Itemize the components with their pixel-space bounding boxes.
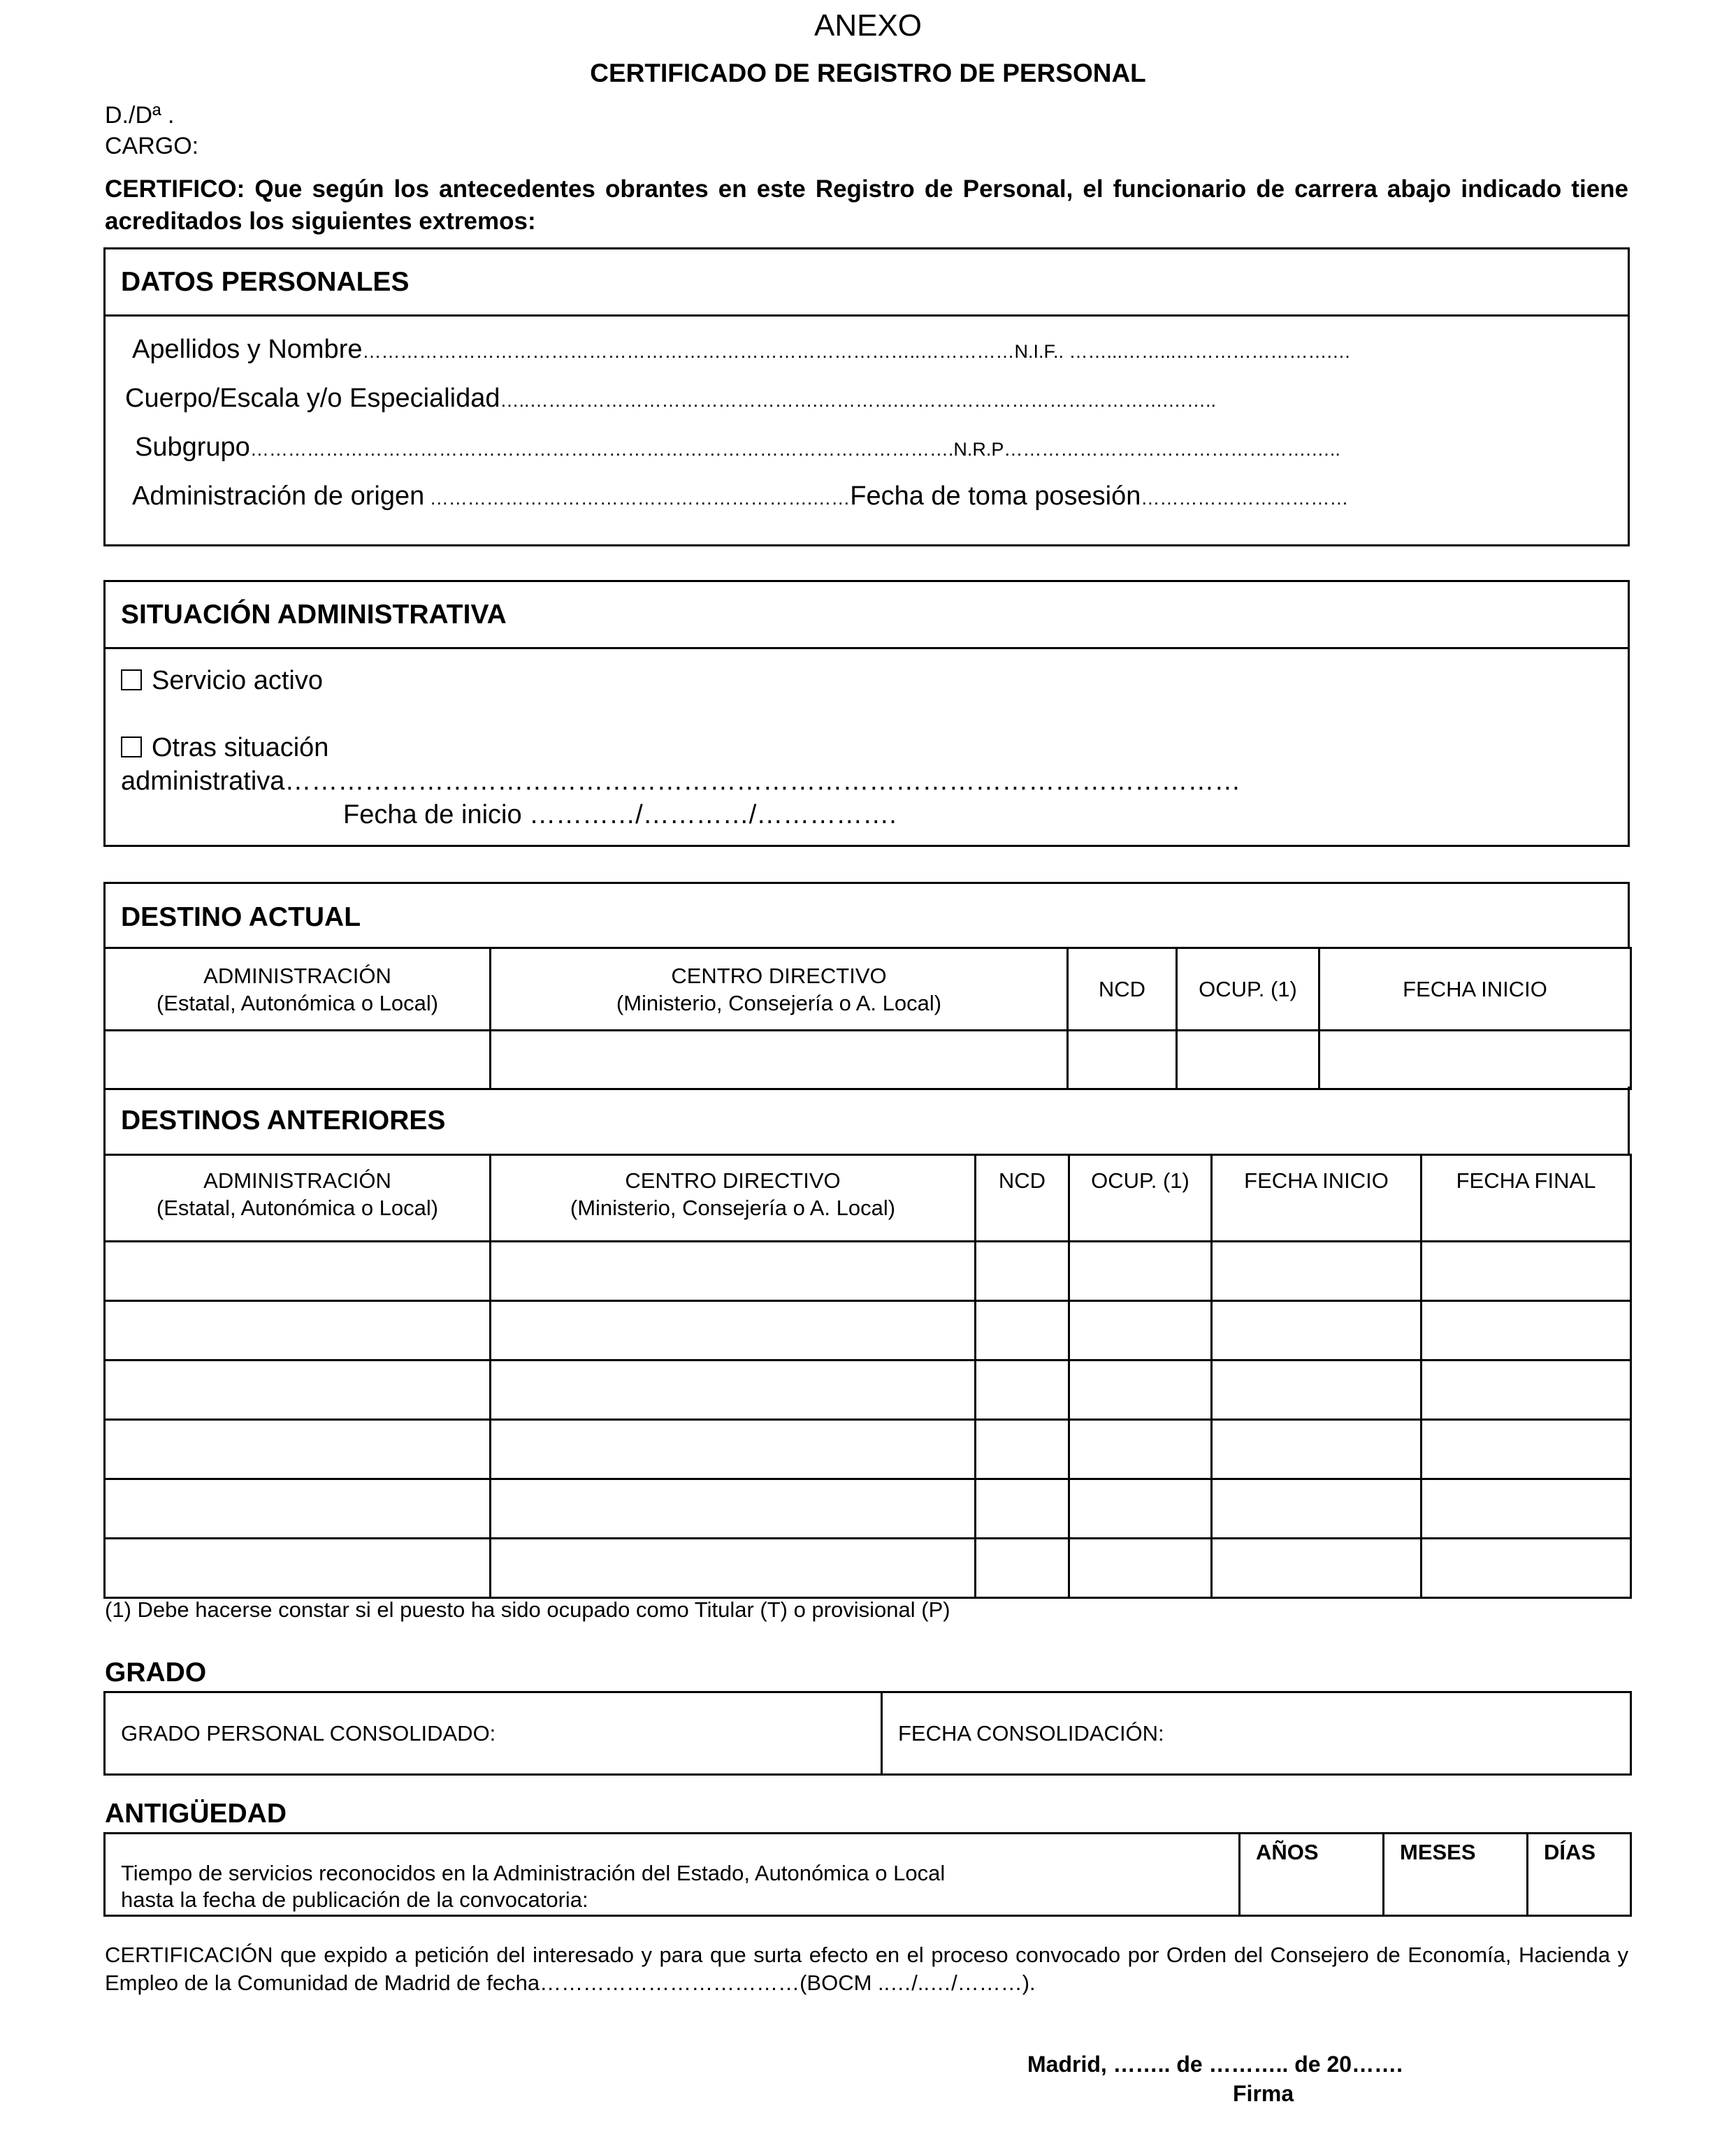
servicio-activo-option[interactable] bbox=[121, 666, 323, 696]
cuerpo-dots: …..……………………………………….………….…………………………………….…….. bbox=[500, 390, 1217, 411]
situacion-title: SITUACIÓN ADMINISTRATIVA bbox=[106, 582, 1628, 649]
cell[interactable] bbox=[105, 1301, 491, 1361]
table-row[interactable] bbox=[105, 1420, 1631, 1479]
dd-label: D./Dª . bbox=[105, 102, 175, 129]
cell[interactable] bbox=[491, 1479, 976, 1539]
cell[interactable] bbox=[976, 1301, 1069, 1361]
col-administracion-line2: (Estatal, Autonómica o Local) bbox=[156, 1196, 439, 1220]
apellidos-dots: ……………………………………………………………………………..…………… bbox=[362, 341, 1015, 362]
cell[interactable] bbox=[491, 1361, 976, 1420]
col-fecha-inicio: FECHA INICIO bbox=[1319, 948, 1631, 1031]
fecha-toma-label: Fecha de toma posesión bbox=[850, 481, 1141, 511]
grado-title: GRADO bbox=[105, 1657, 207, 1688]
cell[interactable] bbox=[976, 1539, 1069, 1598]
cell[interactable] bbox=[1212, 1361, 1422, 1420]
destinos-anteriores-head-box bbox=[103, 1087, 1630, 1155]
cell[interactable] bbox=[976, 1479, 1069, 1539]
cell-fecha-inicio[interactable] bbox=[1319, 1031, 1631, 1089]
certifico-statement: CERTIFICO: Que según los antecedentes obrantes en este Registro de Personal, el funcionario de carrera abajo indicado tiene acreditados los siguientes extremos: bbox=[105, 175, 1628, 235]
col-ncd: NCD bbox=[1068, 948, 1177, 1031]
document-title: CERTIFICADO DE REGISTRO DE PERSONAL bbox=[590, 59, 1146, 87]
cell-centro[interactable] bbox=[491, 1031, 1068, 1089]
cell[interactable] bbox=[1069, 1242, 1212, 1301]
cell[interactable] bbox=[491, 1301, 976, 1361]
table-row[interactable] bbox=[105, 1361, 1631, 1420]
cell[interactable] bbox=[491, 1539, 976, 1598]
anexo-title: ANEXO bbox=[813, 8, 923, 43]
col-centro-directivo bbox=[491, 1155, 976, 1242]
otras-situacion-option[interactable] bbox=[121, 733, 328, 763]
col-centro-line1: CENTRO DIRECTIVO bbox=[671, 963, 887, 988]
administracion-field[interactable] bbox=[132, 481, 1348, 511]
cell[interactable] bbox=[976, 1420, 1069, 1479]
cell[interactable] bbox=[1212, 1301, 1422, 1361]
nrp-dots: ………………………………………….….. bbox=[1004, 439, 1340, 460]
col-administracion-line2: (Estatal, Autonómica o Local) bbox=[156, 990, 439, 1015]
dias-cell[interactable]: DÍAS bbox=[1528, 1834, 1631, 1916]
otras-situacion-checkbox[interactable] bbox=[121, 737, 142, 757]
table-row[interactable] bbox=[105, 1539, 1631, 1598]
apellidos-field[interactable] bbox=[132, 335, 1351, 365]
col-centro-line1: CENTRO DIRECTIVO bbox=[625, 1168, 841, 1193]
cell[interactable] bbox=[105, 1361, 491, 1420]
cell[interactable] bbox=[1422, 1361, 1631, 1420]
antiguedad-desc-line1: Tiempo de servicios reconocidos en la Administración del Estado, Autonómica o Local bbox=[121, 1861, 946, 1885]
firma-label: Firma bbox=[1233, 2081, 1294, 2106]
cell[interactable] bbox=[491, 1420, 976, 1479]
fecha-inicio-situacion[interactable]: Fecha de inicio …………/…………/……………. bbox=[343, 800, 897, 829]
cell[interactable] bbox=[1069, 1420, 1212, 1479]
cell[interactable] bbox=[1069, 1539, 1212, 1598]
destino-actual-head-box bbox=[103, 882, 1630, 949]
cell-administracion[interactable] bbox=[105, 1031, 491, 1089]
anos-cell[interactable]: AÑOS bbox=[1240, 1834, 1384, 1916]
grado-table bbox=[103, 1691, 1632, 1776]
servicio-activo-label: Servicio activo bbox=[152, 666, 323, 695]
administracion-label: Administración de origen bbox=[132, 481, 425, 511]
cuerpo-field[interactable] bbox=[125, 384, 1216, 414]
grado-consolidado-cell[interactable]: GRADO PERSONAL CONSOLIDADO: bbox=[105, 1692, 882, 1775]
cell[interactable] bbox=[1422, 1420, 1631, 1479]
col-centro-line2: (Ministerio, Consejería o A. Local) bbox=[570, 1196, 896, 1220]
cell-ncd[interactable] bbox=[1068, 1031, 1177, 1089]
col-ncd: NCD bbox=[976, 1155, 1069, 1242]
fecha-consolidacion-cell[interactable]: FECHA CONSOLIDACIÓN: bbox=[882, 1692, 1631, 1775]
datos-personales-box bbox=[103, 247, 1630, 546]
subgrupo-dots: …………………………………………………………………………………………………. bbox=[249, 439, 954, 460]
administracion-dots: …………………………………………………….…… bbox=[424, 488, 851, 509]
col-ocup: OCUP. (1) bbox=[1069, 1155, 1212, 1242]
antiguedad-title: ANTIGÜEDAD bbox=[105, 1799, 287, 1829]
cell[interactable] bbox=[1422, 1479, 1631, 1539]
antiguedad-description bbox=[105, 1834, 1240, 1916]
datos-personales-title: DATOS PERSONALES bbox=[106, 249, 1628, 317]
col-ocup: OCUP. (1) bbox=[1177, 948, 1319, 1031]
cargo-label: CARGO: bbox=[105, 133, 199, 159]
ocupacion-footnote: (1) Debe hacerse constar si el puesto ha sido ocupado como Titular (T) o provisional (P) bbox=[105, 1597, 950, 1622]
cell[interactable] bbox=[1212, 1479, 1422, 1539]
destino-actual-row[interactable] bbox=[105, 1031, 1631, 1089]
cuerpo-label: Cuerpo/Escala y/o Especialidad bbox=[125, 384, 500, 413]
destinos-anteriores-title: DESTINOS ANTERIORES bbox=[121, 1105, 446, 1135]
cell[interactable] bbox=[976, 1242, 1069, 1301]
col-fecha-inicio: FECHA INICIO bbox=[1212, 1155, 1422, 1242]
subgrupo-label: Subgrupo bbox=[135, 433, 250, 462]
cell[interactable] bbox=[1069, 1361, 1212, 1420]
servicio-activo-checkbox[interactable] bbox=[121, 669, 142, 690]
meses-cell[interactable]: MESES bbox=[1384, 1834, 1528, 1916]
col-administracion-line1: ADMINISTRACIÓN bbox=[203, 963, 391, 988]
nif-dots: ……...……...…………………….… bbox=[1064, 341, 1352, 362]
certificacion-text: CERTIFICACIÓN que expido a petición del interesado y para que surta efecto en el proceso convocado por Orden del Consejero de Economía, Hacienda y Empleo de la Comunidad de Madrid de fecha………………………………(BOCM ..…/..…/………). bbox=[105, 1943, 1628, 1995]
situacion-box bbox=[103, 580, 1630, 847]
table-row[interactable] bbox=[105, 1301, 1631, 1361]
col-fecha-final: FECHA FINAL bbox=[1422, 1155, 1631, 1242]
cell[interactable] bbox=[105, 1420, 491, 1479]
fecha-toma-dots: …………………………… bbox=[1141, 488, 1349, 509]
cell[interactable] bbox=[1422, 1301, 1631, 1361]
col-centro-line2: (Ministerio, Consejería o A. Local) bbox=[616, 990, 942, 1015]
col-administracion bbox=[105, 1155, 491, 1242]
cell[interactable] bbox=[1069, 1479, 1212, 1539]
subgrupo-field[interactable] bbox=[135, 433, 1340, 463]
otras-situacion-line[interactable]: administrativa……………………………………………………………………………………………… bbox=[121, 767, 1241, 796]
antiguedad-desc-line2: hasta la fecha de publicación de la convocatoria: bbox=[121, 1887, 588, 1912]
cell[interactable] bbox=[1212, 1242, 1422, 1301]
cell-ocup[interactable] bbox=[1177, 1031, 1319, 1089]
cell[interactable] bbox=[1422, 1242, 1631, 1301]
cell[interactable] bbox=[1212, 1539, 1422, 1598]
col-centro-directivo bbox=[491, 948, 1068, 1031]
otras-situacion-label: Otras situación bbox=[152, 733, 329, 762]
cell[interactable] bbox=[105, 1539, 491, 1598]
destino-actual-table bbox=[103, 947, 1632, 1090]
table-row[interactable] bbox=[105, 1242, 1631, 1301]
cell[interactable] bbox=[491, 1242, 976, 1301]
cell[interactable] bbox=[1069, 1301, 1212, 1361]
destinos-anteriores-table bbox=[103, 1154, 1632, 1599]
col-administracion-line1: ADMINISTRACIÓN bbox=[203, 1168, 391, 1193]
cell[interactable] bbox=[1212, 1420, 1422, 1479]
table-row[interactable] bbox=[105, 1479, 1631, 1539]
col-administracion bbox=[105, 948, 491, 1031]
apellidos-label: Apellidos y Nombre bbox=[132, 335, 363, 364]
lugar-fecha-line[interactable]: Madrid, …….. de ……….. de 20……. bbox=[1027, 2052, 1403, 2077]
antiguedad-table bbox=[103, 1832, 1632, 1917]
nrp-label: N.R.P bbox=[953, 439, 1004, 460]
destino-actual-title: DESTINO ACTUAL bbox=[121, 902, 361, 932]
nif-label: N.I.F.. bbox=[1014, 341, 1064, 362]
cell[interactable] bbox=[1422, 1539, 1631, 1598]
cell[interactable] bbox=[105, 1479, 491, 1539]
cell[interactable] bbox=[976, 1361, 1069, 1420]
cell[interactable] bbox=[105, 1242, 491, 1301]
